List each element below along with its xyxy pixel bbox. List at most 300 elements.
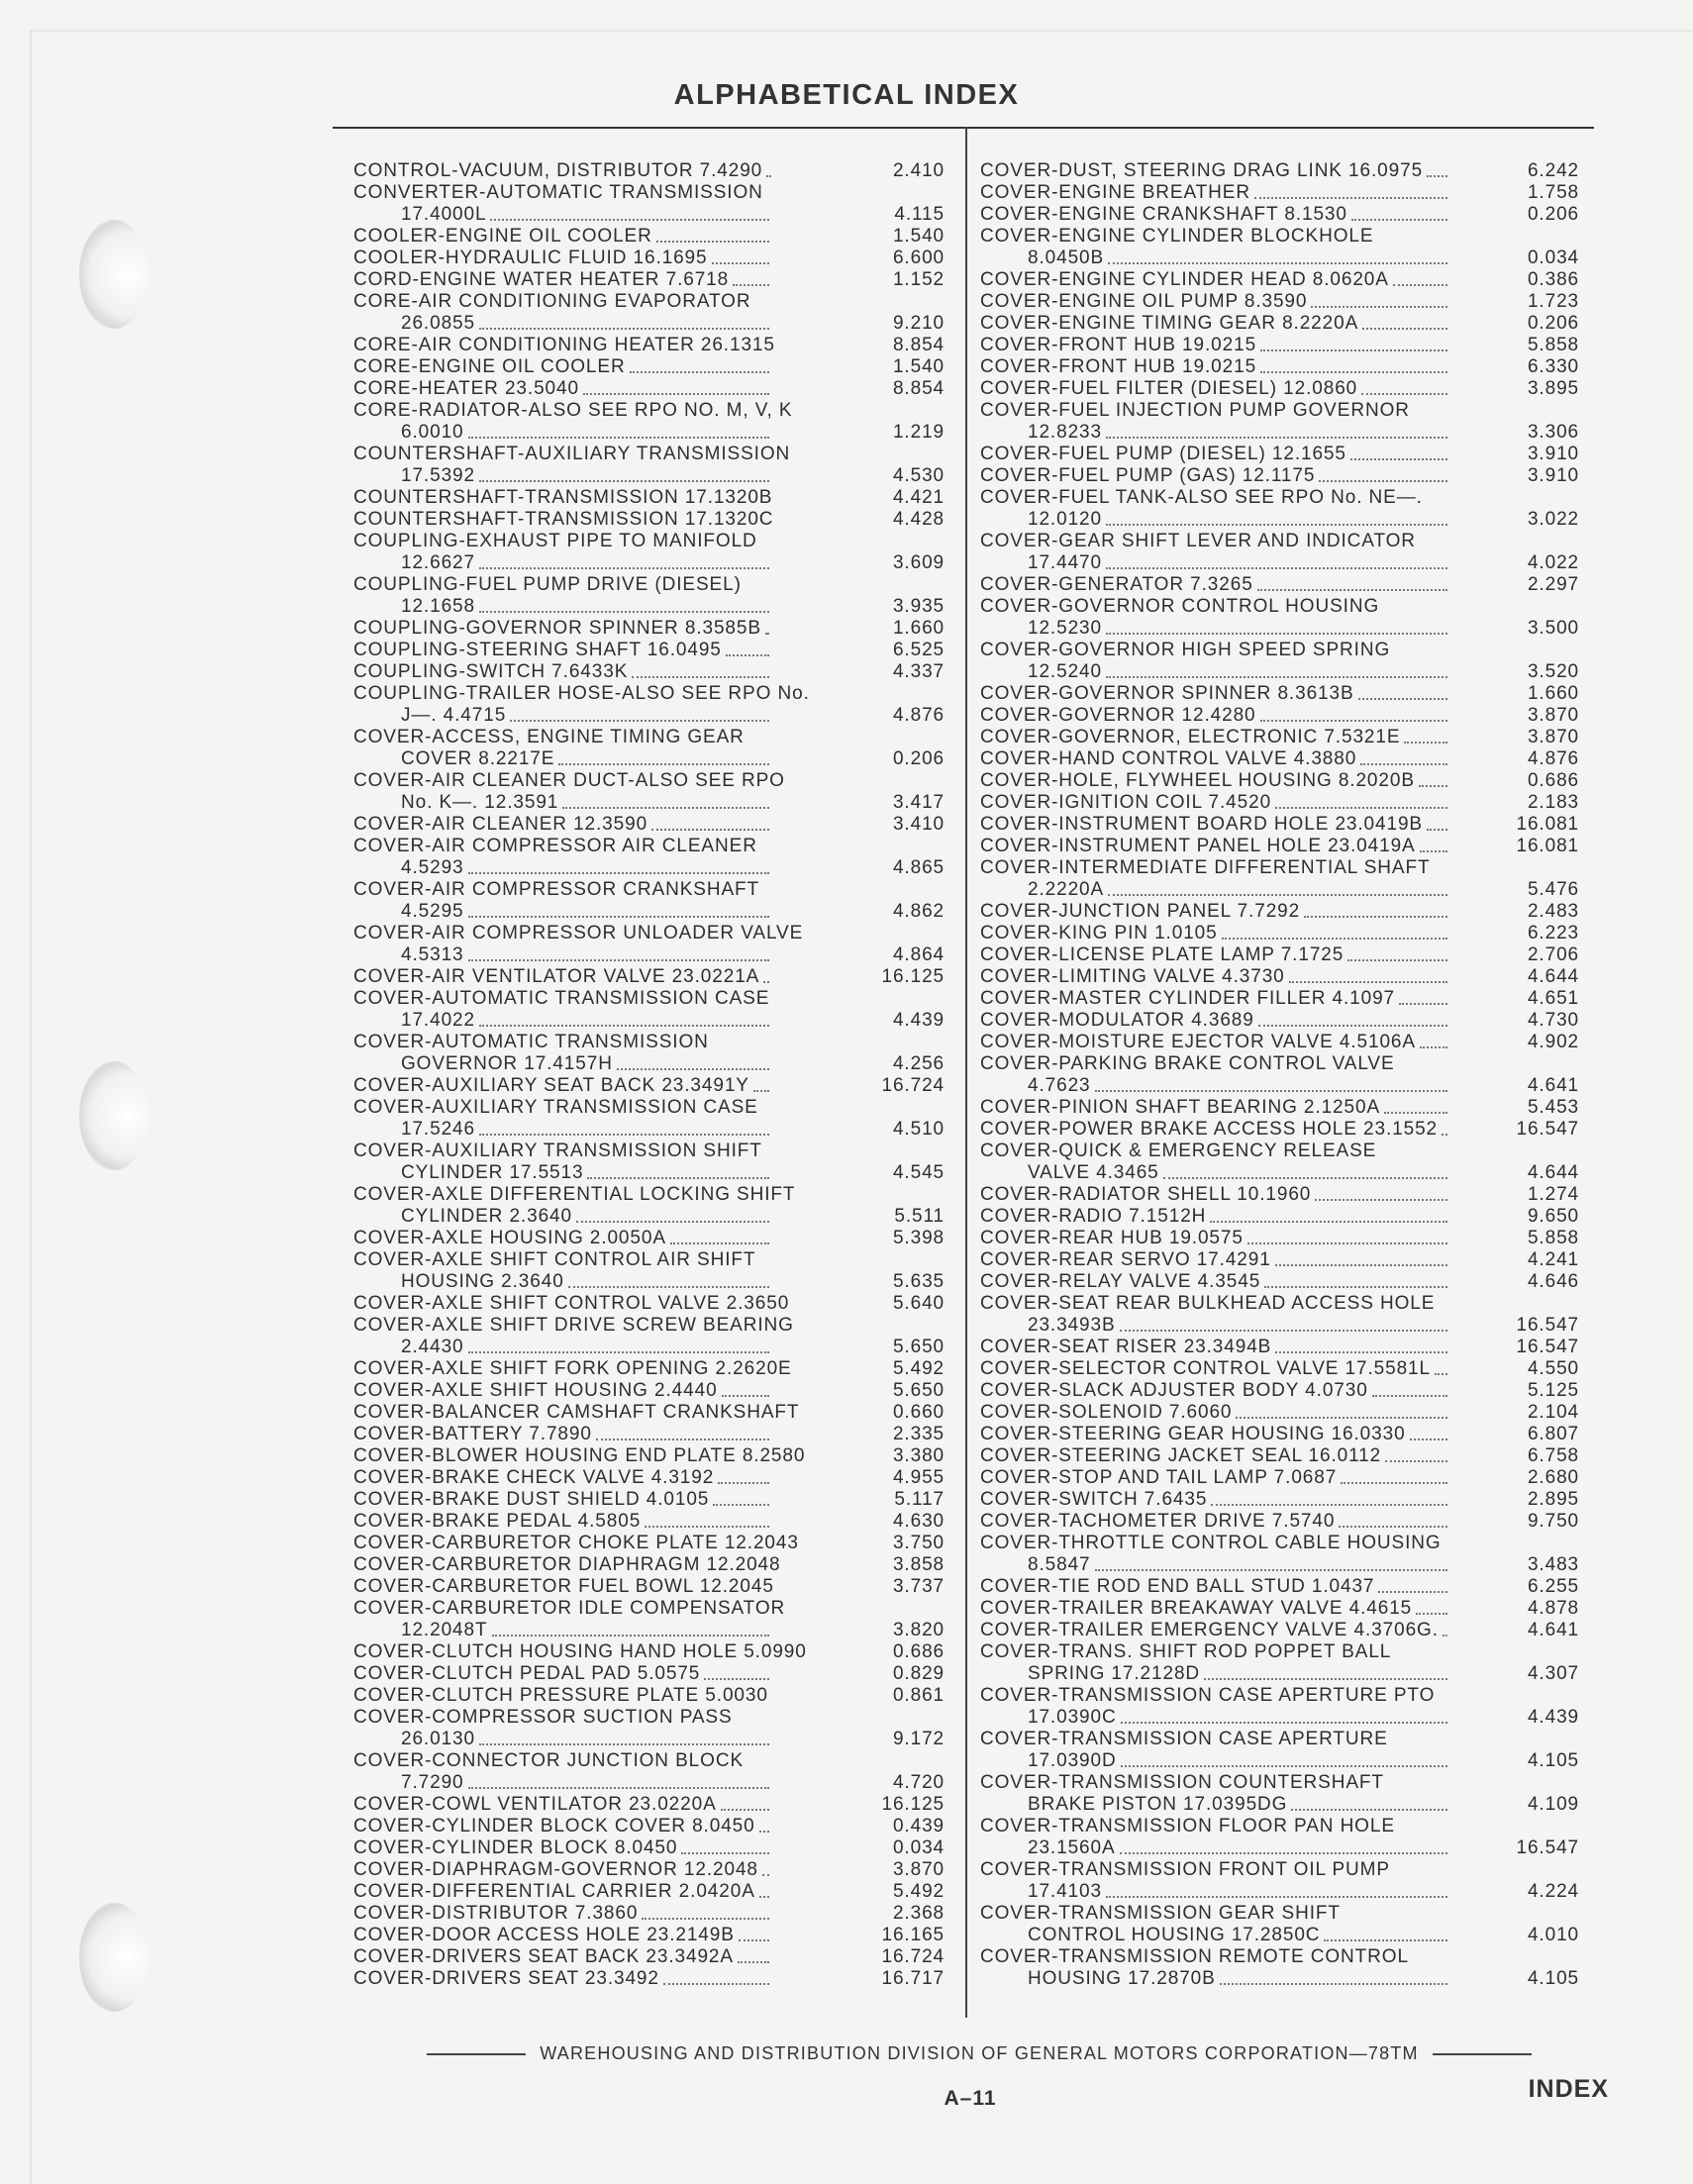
index-entry-text: COVER-PINION SHAFT BEARING 2.1250A [980, 1097, 1381, 1118]
index-entry-text: COVER-ENGINE BREATHER [980, 182, 1250, 203]
index-entry-page-ref: 1.660 [1527, 683, 1579, 704]
index-entry-text: COVER-TRANSMISSION GEAR SHIFT [980, 1903, 1341, 1924]
dot-leader [1163, 1177, 1447, 1179]
index-entry-page-ref: 16.547 [1516, 1119, 1579, 1140]
index-entry-page-ref: 4.439 [892, 1010, 945, 1031]
index-entry-page-ref: 4.864 [892, 944, 945, 965]
index-entry-page-ref: 2.335 [892, 1424, 945, 1444]
index-entry-line [353, 1228, 947, 1249]
dot-leader [1350, 458, 1447, 460]
index-entry-text: COVER-IGNITION COIL 7.4520 [980, 792, 1272, 813]
dot-leader [1385, 1460, 1447, 1462]
dot-leader [753, 1090, 769, 1092]
section-tab-label: INDEX [1528, 2075, 1609, 2103]
index-entry [353, 1097, 947, 1141]
index-entry [980, 596, 1594, 640]
index-entry [353, 1707, 947, 1750]
index-entry [980, 1641, 1594, 1685]
page-number: A–11 [944, 2087, 997, 2110]
index-entry-text: COVER-AUXILIARY TRANSMISSION CASE [353, 1097, 758, 1118]
index-entry-text: CORE-HEATER 23.5040 [353, 378, 579, 399]
index-entry-line [980, 1097, 1594, 1119]
index-entry-page-ref: 3.483 [1527, 1554, 1579, 1575]
index-entry-page-ref: 3.022 [1527, 509, 1579, 530]
index-entry [353, 226, 947, 248]
index-entry-text: COUNTERSHAFT-TRANSMISSION 17.1320C [353, 509, 774, 530]
index-entry-text: VALVE 4.3465 [1028, 1162, 1159, 1183]
dot-leader [1324, 1939, 1447, 1941]
index-entry-line [980, 1859, 1594, 1881]
index-entry [980, 727, 1594, 748]
index-entry-text: 12.8233 [1028, 422, 1102, 443]
index-entry-text: J—. 4.4715 [401, 705, 507, 726]
index-entry [353, 1598, 947, 1641]
index-entry-page-ref: 16.724 [881, 1946, 945, 1967]
index-entry-line [353, 683, 947, 705]
dot-leader [704, 1678, 769, 1680]
index-entry-line [353, 814, 947, 836]
index-entry-text: COVER-AUTOMATIC TRANSMISSION CASE [353, 988, 770, 1009]
index-entry-text: COVER-CLUTCH PRESSURE PLATE 5.0030 [353, 1685, 768, 1706]
index-entry-line [980, 291, 1594, 313]
index-entry-text: CORE-AIR CONDITIONING HEATER 26.1315 [353, 335, 775, 355]
index-entry-page-ref: 4.421 [892, 487, 945, 508]
index-entry-line [980, 1358, 1594, 1380]
index-entry-page-ref: 0.861 [892, 1685, 945, 1706]
index-entry-line [353, 248, 947, 269]
index-entry-text: COVER-AUXILIARY SEAT BACK 23.3491Y [353, 1075, 749, 1096]
index-entry-page-ref: 16.717 [881, 1968, 945, 1989]
dot-leader [681, 1852, 769, 1854]
index-entry-line [353, 1097, 947, 1119]
index-entry-page-ref: 0.034 [1527, 248, 1579, 268]
index-entry-text: COUPLING-EXHAUST PIPE TO MANIFOLD [353, 531, 757, 551]
index-entry-page-ref: 4.256 [892, 1053, 945, 1074]
index-entry-page-ref: 2.483 [1527, 901, 1579, 922]
dot-leader [738, 1961, 769, 1963]
index-entry-text: CONTROL-VACUUM, DISTRIBUTOR 7.4290 [353, 160, 763, 181]
index-entry [353, 248, 947, 269]
dot-leader [1257, 589, 1447, 591]
index-entry-continuation [353, 552, 947, 574]
index-entry [353, 1903, 947, 1925]
index-entry [353, 1228, 947, 1249]
index-entry-page-ref: 5.635 [892, 1271, 945, 1292]
dot-leader [1416, 1613, 1447, 1615]
index-entry-text: COVER-CYLINDER BLOCK COVER 8.0450 [353, 1816, 755, 1837]
index-entry-line [980, 596, 1594, 618]
index-entry-line [353, 1881, 947, 1903]
index-entry-continuation [980, 1075, 1594, 1097]
dot-leader [1106, 676, 1447, 678]
dot-leader [1315, 1199, 1447, 1201]
index-entry-text: 17.4000L [401, 204, 487, 225]
index-entry-line [980, 335, 1594, 356]
index-entry [980, 1402, 1594, 1424]
index-entry-line [353, 226, 947, 248]
index-entry-line [980, 923, 1594, 944]
index-entry-text: SPRING 17.2128D [1028, 1663, 1201, 1684]
page-title: ALPHABETICAL INDEX [673, 79, 1020, 111]
index-entry-text: COVER-GEAR SHIFT LEVER AND INDICATOR [980, 531, 1416, 551]
index-entry-text: COVER-AUXILIARY TRANSMISSION SHIFT [353, 1141, 762, 1161]
dot-leader [1304, 916, 1447, 918]
index-entry-text: 7.7290 [401, 1772, 464, 1793]
index-entry-text: 4.5313 [401, 944, 464, 965]
index-entry-line [980, 1184, 1594, 1206]
index-entry-line [353, 509, 947, 531]
index-entry-line [980, 1010, 1594, 1032]
index-entry-text: 23.1560A [1028, 1837, 1116, 1858]
index-entry-text: COVER-CONNECTOR JUNCTION BLOCK [353, 1750, 745, 1771]
index-entry-continuation [353, 1010, 947, 1032]
dot-leader [1236, 1417, 1447, 1419]
index-entry-page-ref: 9.210 [892, 313, 945, 334]
index-entry-text: COVER-TACHOMETER DRIVE 7.5740 [980, 1511, 1336, 1532]
page-edge-top [30, 30, 1693, 32]
index-entry [353, 1445, 947, 1467]
index-entry-text: COVER-DOOR ACCESS HOLE 23.2149B [353, 1925, 735, 1945]
index-entry [353, 1402, 947, 1424]
index-entry-text: COVER-BRAKE CHECK VALVE 4.3192 [353, 1467, 715, 1488]
index-entry-text: COVER-AIR COMPRESSOR AIR CLEANER [353, 836, 757, 856]
index-entry [980, 1445, 1594, 1467]
index-entry [980, 1620, 1594, 1641]
index-entry-page-ref: 0.686 [892, 1641, 945, 1662]
index-entry [980, 400, 1594, 444]
page-edge-left [30, 30, 32, 2184]
index-entry-line [353, 640, 947, 661]
index-entry-text: COVER-RADIO 7.1512H [980, 1206, 1207, 1227]
dot-leader [1362, 328, 1447, 330]
index-entry [353, 988, 947, 1032]
index-entry-text: COUNTERSHAFT-TRANSMISSION 17.1320B [353, 487, 773, 508]
index-entry-continuation [980, 661, 1594, 683]
index-entry-text: COVER 8.2217E [401, 748, 555, 769]
index-entry [980, 531, 1594, 574]
index-entry [353, 1032, 947, 1075]
index-entry-line [980, 531, 1594, 552]
index-entry-line [353, 1293, 947, 1315]
index-entry [980, 1206, 1594, 1228]
index-entry-page-ref: 9.750 [1527, 1511, 1579, 1532]
index-entry-line [980, 487, 1594, 509]
index-entry-line [980, 1141, 1594, 1162]
dot-leader [1427, 829, 1447, 831]
index-entry-page-ref: 3.750 [892, 1533, 945, 1553]
index-entry [980, 966, 1594, 988]
index-entry-line [353, 1750, 947, 1772]
index-entry-page-ref: 4.646 [1527, 1271, 1579, 1292]
index-entry-line [353, 1184, 947, 1206]
column-divider [965, 127, 967, 2018]
index-entry [353, 1663, 947, 1685]
index-entry-page-ref: 2.895 [1527, 1489, 1579, 1510]
index-entry [353, 356, 947, 378]
index-entry-page-ref: 3.935 [892, 596, 945, 617]
dot-leader [1106, 524, 1447, 526]
dot-leader [1108, 262, 1447, 264]
index-entry-continuation [353, 596, 947, 618]
index-entry-line [980, 1511, 1594, 1533]
index-entry [353, 640, 947, 661]
index-entry-text: COVER-MODULATOR 4.3689 [980, 1010, 1254, 1031]
index-entry-line [980, 160, 1594, 182]
index-entry-text: COUPLING-STEERING SHAFT 16.0495 [353, 640, 722, 660]
index-entry-line [980, 1772, 1594, 1794]
index-entry-text: COVER-TRANSMISSION REMOTE CONTROL [980, 1946, 1409, 1967]
index-entry-continuation [353, 204, 947, 226]
index-entry-text: COVER-REAR SERVO 17.4291 [980, 1249, 1271, 1270]
index-entry [980, 1141, 1594, 1184]
index-column-right [980, 160, 1594, 1990]
index-entry-line [980, 857, 1594, 879]
index-entry-line [980, 1032, 1594, 1053]
index-entry-page-ref: 4.439 [1527, 1707, 1579, 1728]
dot-leader [1275, 807, 1447, 809]
index-entry-continuation [980, 1794, 1594, 1816]
index-entry-page-ref: 3.820 [892, 1620, 945, 1640]
dot-leader [1393, 284, 1447, 286]
index-entry-line [353, 1576, 947, 1598]
index-entry-continuation [980, 1315, 1594, 1337]
dot-leader [1106, 437, 1447, 439]
dot-leader [645, 1526, 769, 1528]
dot-leader [1204, 1678, 1447, 1680]
index-entry-page-ref: 4.644 [1527, 966, 1579, 987]
index-entry [980, 356, 1594, 378]
index-entry [980, 1337, 1594, 1358]
index-entry [353, 182, 947, 226]
index-entry [353, 1511, 947, 1533]
footer-rule-right [1433, 2053, 1532, 2055]
index-entry-line [980, 1641, 1594, 1663]
index-entry-text: 23.3493B [1028, 1315, 1116, 1336]
index-entry-text: 8.0450B [1028, 248, 1105, 268]
index-entry-text: COVER-DRIVERS SEAT 23.3492 [353, 1968, 659, 1989]
index-entry-text: COVER-AXLE SHIFT CONTROL AIR SHIFT [353, 1249, 756, 1270]
index-entry-text: COUPLING-TRAILER HOSE-ALSO SEE RPO No. [353, 683, 810, 704]
dot-leader [1260, 349, 1447, 351]
index-entry-text: COVER-ENGINE CYLINDER HEAD 8.0620A [980, 269, 1389, 290]
index-entry-text: COVER-RELAY VALVE 4.3545 [980, 1271, 1261, 1292]
index-entry-continuation [980, 1554, 1594, 1576]
index-entry-text: COVER-TRANSMISSION CASE APERTURE [980, 1729, 1388, 1749]
dot-leader [762, 1874, 769, 1876]
index-entry-line [353, 1141, 947, 1162]
index-entry-continuation [353, 792, 947, 814]
index-entry-page-ref: 5.650 [892, 1380, 945, 1401]
dot-leader [766, 175, 769, 177]
index-entry-continuation [980, 1750, 1594, 1772]
dot-leader [763, 981, 769, 983]
index-entry-line [980, 1206, 1594, 1228]
index-entry-text: HOUSING 17.2870B [1028, 1968, 1216, 1989]
index-entry-page-ref: 16.547 [1516, 1337, 1579, 1357]
index-entry-page-ref: 6.758 [1527, 1445, 1579, 1466]
index-entry [980, 1685, 1594, 1729]
index-entry-page-ref: 4.545 [892, 1162, 945, 1183]
index-entry-text: 12.0120 [1028, 509, 1102, 530]
index-entry [980, 1598, 1594, 1620]
index-entry-line [353, 378, 947, 400]
index-entry-page-ref: 3.895 [1527, 378, 1579, 399]
binder-hole-top [79, 220, 149, 329]
index-entry-page-ref: 16.547 [1516, 1837, 1579, 1858]
index-entry [980, 1119, 1594, 1141]
index-entry [980, 792, 1594, 814]
index-entry-continuation [980, 509, 1594, 531]
index-entry [980, 226, 1594, 269]
binder-hole-middle [79, 1061, 149, 1170]
index-entry-page-ref: 4.105 [1527, 1750, 1579, 1771]
index-entry-text: COVER-BRAKE PEDAL 4.5805 [353, 1511, 642, 1532]
dot-leader [479, 567, 769, 569]
index-entry-page-ref: 4.109 [1527, 1794, 1579, 1815]
dot-leader [1275, 1351, 1447, 1353]
index-entry-page-ref: 1.758 [1527, 182, 1579, 203]
index-entry-text: COVER-AIR COMPRESSOR UNLOADER VALVE [353, 923, 804, 943]
index-entry-text: COVER-ACCESS, ENGINE TIMING GEAR [353, 727, 745, 747]
index-entry-page-ref: 5.398 [892, 1228, 945, 1248]
index-entry-page-ref: 4.720 [892, 1772, 945, 1793]
index-entry-line [353, 1380, 947, 1402]
index-entry-line [980, 1228, 1594, 1249]
index-entry-text: COVER-MASTER CYLINDER FILLER 4.1097 [980, 988, 1396, 1009]
dot-leader [1319, 480, 1447, 482]
index-entry [980, 640, 1594, 683]
index-entry-line [980, 226, 1594, 248]
dot-leader [1120, 1852, 1447, 1854]
index-entry [980, 1358, 1594, 1380]
dot-leader [1361, 393, 1447, 395]
index-entry [353, 1467, 947, 1489]
index-entry-line [353, 487, 947, 509]
index-entry-text: COVER-CARBURETOR FUEL BOWL 12.2045 [353, 1576, 774, 1597]
index-entry [353, 1968, 947, 1990]
index-entry-text: GOVERNOR 17.4157H [401, 1053, 613, 1074]
index-entry-text: 6.0010 [401, 422, 464, 443]
dot-leader [479, 611, 769, 613]
index-entry [980, 160, 1594, 182]
index-entry-text: COVER-PARKING BRAKE CONTROL VALVE [980, 1053, 1395, 1074]
index-entry [353, 487, 947, 509]
dot-leader [479, 1134, 769, 1136]
index-entry [353, 444, 947, 487]
index-entry [980, 1946, 1594, 1990]
index-entry-line [353, 1249, 947, 1271]
index-entry-line [353, 400, 947, 422]
index-entry [353, 378, 947, 400]
index-entry-page-ref: 3.870 [1527, 727, 1579, 747]
binder-hole-bottom [79, 1903, 149, 2012]
dot-leader [726, 654, 769, 656]
index-entry [353, 1184, 947, 1228]
dot-leader [1291, 1809, 1447, 1811]
index-entry-line [980, 356, 1594, 378]
dot-leader [1341, 1482, 1447, 1484]
dot-leader [1420, 1046, 1447, 1048]
index-entry-line [980, 640, 1594, 661]
dot-leader [1420, 850, 1447, 852]
index-entry-text: COVER-AXLE HOUSING 2.0050A [353, 1228, 666, 1248]
index-entry-line [353, 291, 947, 313]
index-entry-text: 26.0855 [401, 313, 475, 334]
index-entry [980, 748, 1594, 770]
index-entry-line [980, 378, 1594, 400]
index-entry-page-ref: 2.706 [1527, 944, 1579, 965]
index-entry-continuation [980, 422, 1594, 444]
index-entry [980, 683, 1594, 705]
index-entry-page-ref: 1.660 [892, 618, 945, 639]
index-entry [353, 1837, 947, 1859]
index-entry-line [980, 1119, 1594, 1141]
dot-leader [1095, 1090, 1447, 1092]
index-entry-text: No. K—. 12.3591 [401, 792, 559, 813]
index-entry [353, 879, 947, 923]
dot-leader [583, 393, 769, 395]
dot-leader [1372, 1395, 1447, 1397]
dot-leader [1254, 197, 1447, 199]
dot-leader [656, 241, 769, 243]
index-entry-text: CONTROL HOUSING 17.2850C [1028, 1925, 1321, 1945]
index-entry-page-ref: 1.723 [1527, 291, 1579, 312]
index-entry-page-ref: 4.644 [1527, 1162, 1579, 1183]
index-entry [980, 923, 1594, 944]
index-entry-text: 12.6627 [401, 552, 475, 573]
index-entry-text: COVER-FRONT HUB 19.0215 [980, 335, 1257, 355]
index-entry-line [980, 182, 1594, 204]
dot-leader [1222, 938, 1447, 940]
index-entry-line [353, 661, 947, 683]
index-entry [353, 291, 947, 335]
index-entry-line [980, 770, 1594, 792]
index-entry-line [353, 444, 947, 465]
dot-leader [630, 371, 769, 373]
dot-leader [739, 1939, 769, 1941]
index-entry-continuation [980, 552, 1594, 574]
dot-leader [670, 1242, 769, 1244]
index-entry-text: COVER-TRANSMISSION FRONT OIL PUMP [980, 1859, 1390, 1880]
index-entry-line [353, 1707, 947, 1729]
index-entry-line [353, 1946, 947, 1968]
dot-leader [1108, 894, 1447, 896]
index-entry-text: COUPLING-SWITCH 7.6433K [353, 661, 629, 682]
dot-leader [718, 1482, 769, 1484]
index-entry-text: 12.2048T [401, 1620, 488, 1640]
dot-leader [1443, 1635, 1447, 1637]
dot-leader [1347, 959, 1447, 961]
index-entry [980, 1053, 1594, 1097]
index-entry-line [353, 879, 947, 901]
index-entry-page-ref: 5.453 [1527, 1097, 1579, 1118]
index-entry-line [353, 1598, 947, 1620]
index-entry-page-ref: 5.640 [892, 1293, 945, 1314]
index-entry-page-ref: 3.520 [1527, 661, 1579, 682]
index-entry [980, 1903, 1594, 1946]
index-entry-page-ref: 4.876 [1527, 748, 1579, 769]
dot-leader [1260, 371, 1447, 373]
index-entry-text: CORD-ENGINE WATER HEATER 7.6718 [353, 269, 730, 290]
index-entry [353, 1925, 947, 1946]
index-entry-text: COVER-AIR COMPRESSOR CRANKSHAFT [353, 879, 760, 900]
index-entry [353, 1315, 947, 1358]
index-entry [980, 1184, 1594, 1206]
index-entry-text: 2.4430 [401, 1337, 464, 1357]
index-entry-line [353, 531, 947, 552]
index-entry-continuation [980, 879, 1594, 901]
index-entry-continuation [353, 1119, 947, 1141]
